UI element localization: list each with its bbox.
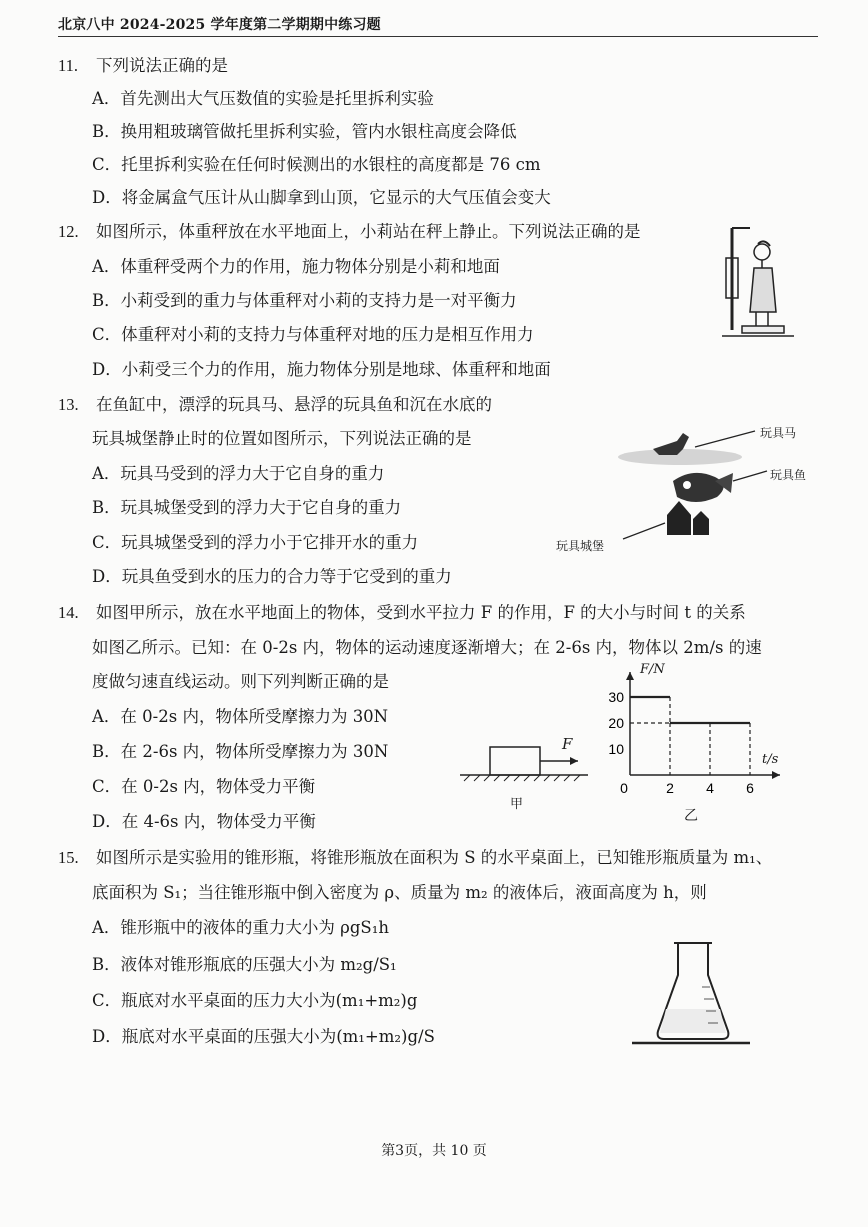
q13-option-a: A．玩具马受到的浮力大于它自身的重力 [92,464,385,483]
q15-number: 15. [58,848,79,867]
q15-stem [58,848,772,868]
q14-chart-ylabel: F/N [640,662,665,677]
q15-option-d: D．瓶底对水平桌面的压强大小为(m₁+m₂)g/S [92,1027,435,1046]
chart-y-tick-label: 20 [608,715,624,731]
q12-stem [58,222,641,242]
q12-text: 如图所示，体重秤放在水平地面上，小莉站在秤上静止。下列说法正确的是 [96,222,641,241]
q11-stem [58,56,228,76]
q14-chart-xlabel: t/s [762,752,779,767]
page-footer: 第3页，共 10 页 [381,1143,487,1159]
q14-caption-jia: 甲 [510,797,524,812]
q13-label-fish: 玩具鱼 [770,468,807,482]
q15-flask-figure [630,935,755,1050]
q11-option-d: D．将金属盒气压计从山脚拿到山顶，它显示的大气压值会变大 [92,188,551,207]
q13-stem [58,395,492,415]
chart-y-arrow [626,672,634,680]
header-rule [58,36,818,37]
q13-number: 13. [58,395,79,414]
q11-option-c: C．托里拆利实验在任何时候测出的水银柱的高度都是 76 cm [92,155,541,174]
q15-option-a: A．锥形瓶中的液体的重力大小为 ρgS₁h [92,918,389,937]
chart-x-tick-label: 6 [746,780,754,796]
q13-text: 在鱼缸中，漂浮的玩具马、悬浮的玩具鱼和沉在水底的 [96,395,492,414]
q12-option-c: C．体重秤对小莉的支持力与体重秤对地的压力是相互作用力 [92,325,534,344]
chart-x-tick-label: 0 [620,780,628,796]
q14-stem-line2: 如图乙所示。已知：在 0-2s 内，物体的运动速度逐渐增大；在 2-6s 内，物体以 2m/s 的速 [92,638,762,657]
chart-x-arrow [772,771,780,779]
q11-number: 11. [58,56,79,75]
page-header: 北京八中 2024-2025 学年度第二学期期中练习题 [58,17,381,33]
q12-scale-figure [720,222,800,342]
q14-option-d: D．在 4-6s 内，物体受力平衡 [92,812,316,831]
chart-x-tick-label: 2 [666,780,674,796]
q14-option-b: B．在 2-6s 内，物体所受摩擦力为 30N [92,742,389,761]
chart-y-tick-label: 30 [608,689,624,705]
q15-option-b: B．液体对锥形瓶底的压强大小为 m₂g/S₁ [92,955,397,974]
q13-label-horse: 玩具马 [760,426,797,440]
q13-option-b: B．玩具城堡受到的浮力大于它自身的重力 [92,498,402,517]
q15-stem-line2: 底面积为 S₁；当往锥形瓶中倒入密度为 ρ、质量为 m₂ 的液体后，液面高度为 h，则 [92,883,707,902]
q14-number: 14. [58,603,79,622]
q14-text: 如图甲所示，放在水平地面上的物体，受到水平拉力 F 的作用，F 的大小与时间 t 的关系 [96,603,746,622]
q13-label-castle: 玩具城堡 [556,539,605,553]
q12-number: 12. [58,222,79,241]
chart-x-tick-label: 4 [706,780,714,796]
q15-option-c: C．瓶底对水平桌面的压力大小为(m₁+m₂)g [92,991,418,1010]
q13-option-d: D．玩具鱼受到水的压力的合力等于它受到的重力 [92,567,452,586]
q15-text: 如图所示是实验用的锥形瓶，将锥形瓶放在面积为 S 的水平桌面上，已知锥形瓶质量为 m₁、 [96,848,773,867]
q14-stem [58,603,746,623]
q14-stem-line3: 度做匀速直线运动。则下列判断正确的是 [92,672,389,691]
q11-text: 下列说法正确的是 [96,56,228,75]
q12-option-d: D．小莉受三个力的作用，施力物体分别是地球、体重秤和地面 [92,360,551,379]
q13-option-c: C．玩具城堡受到的浮力小于它排开水的重力 [92,533,419,552]
q14-force-label: F [562,735,573,753]
q14-force-time-chart [600,660,790,810]
q11-option-b: B．换用粗玻璃管做托里拆利实验，管内水银柱高度会降低 [92,122,517,141]
q14-caption-yi: 乙 [684,808,698,824]
chart-y-tick-label: 10 [608,741,624,757]
q11-option-a: A．首先测出大气压数值的实验是托里拆利实验 [92,89,434,108]
q12-option-b: B．小莉受到的重力与体重秤对小莉的支持力是一对平衡力 [92,291,517,310]
q14-option-c: C．在 0-2s 内，物体受力平衡 [92,777,316,796]
q12-option-a: A．体重秤受两个力的作用，施力物体分别是小莉和地面 [92,257,500,276]
q13-stem-line2: 玩具城堡静止时的位置如图所示，下列说法正确的是 [92,429,472,448]
q14-option-a: A．在 0-2s 内，物体所受摩擦力为 30N [92,707,389,726]
